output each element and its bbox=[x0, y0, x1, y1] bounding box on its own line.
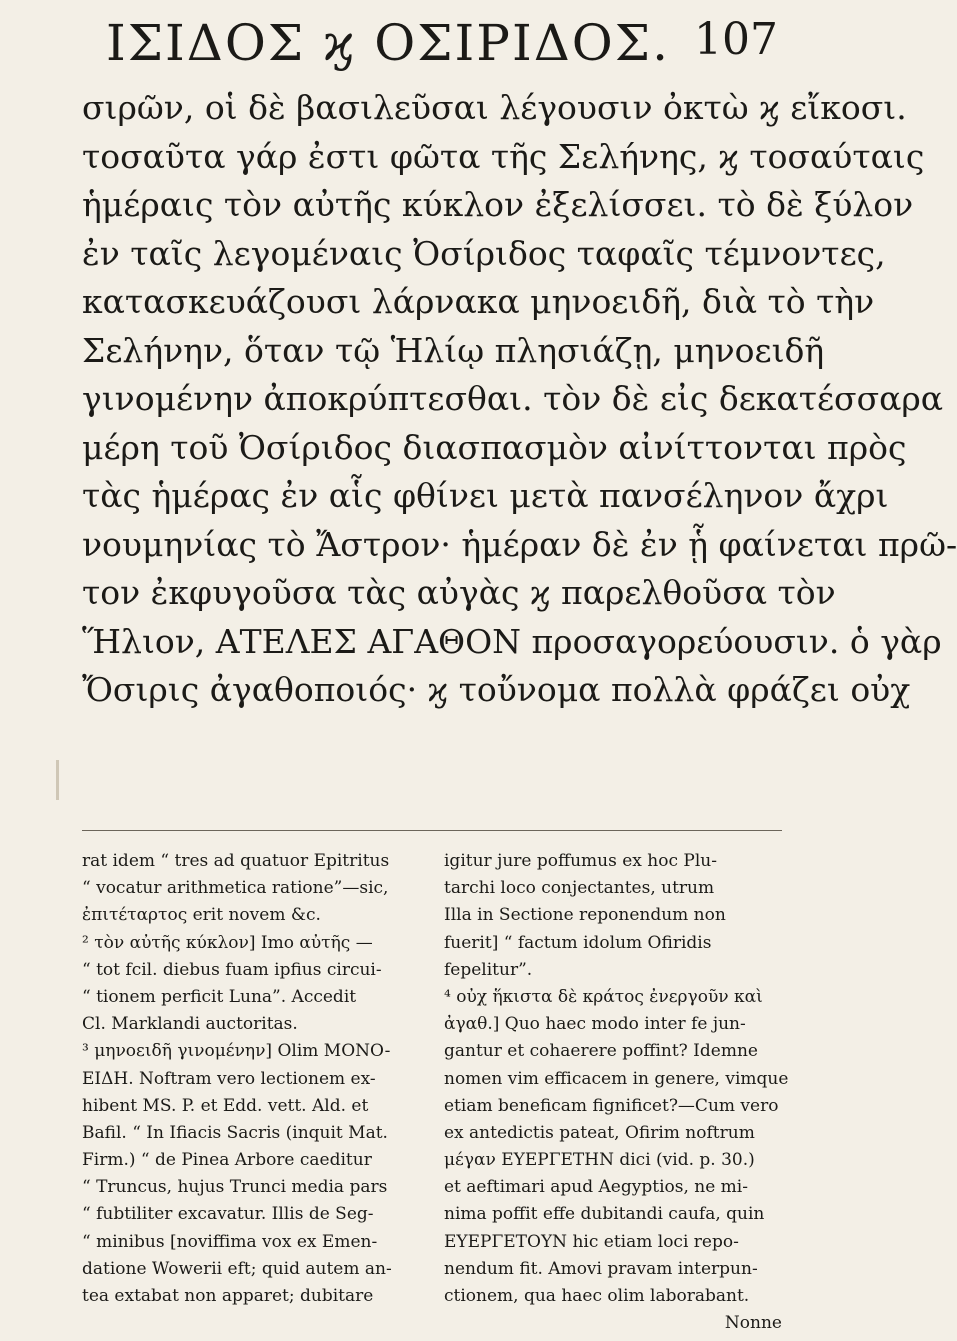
footnote-line: tarchi loco conjectantes, utrum bbox=[444, 878, 715, 899]
footnote-line: ἐπιτέταρτος erit novem &c. bbox=[82, 905, 321, 926]
footnote-line: igitur jure poffumus ex hoc Plu- bbox=[444, 851, 717, 871]
footnote-line: Illa in Sectione reponendum non bbox=[444, 905, 726, 926]
footnote-line: Firm.) “ de Pinea Arbore caeditur bbox=[82, 1150, 372, 1171]
greek-line: κατασκευάζουσι λάρνακα μηνοειδῆ, διὰ τὸ τὴν bbox=[82, 282, 875, 321]
footnote-line: “ minibus [noviffima vox ex Emen- bbox=[82, 1231, 378, 1252]
margin-mark bbox=[56, 760, 59, 800]
footnote-line: “ tionem perficit Luna”. Accedit bbox=[82, 986, 357, 1007]
greek-line: Ὄσιρις ἀγαθοποιός· ϗ τοὔνομα πολλὰ φράζει οὐχ bbox=[82, 670, 911, 709]
footnote-line: ex antedictis pateat, Ofirim noftrum bbox=[444, 1122, 755, 1143]
footnote-line: tea extabat non apparet; dubitare bbox=[82, 1286, 374, 1306]
footnote-line: datione Wowerii eft; quid autem an- bbox=[82, 1258, 392, 1279]
greek-line: Σελήνην, ὅταν τῷ Ἡλίῳ πλησιάζῃ, μηνοειδῆ bbox=[82, 330, 825, 370]
greek-line: τὰς ἡμέρας ἐν αἷς φθίνει μετὰ πανσέληνον ἄχρι bbox=[82, 476, 889, 515]
footnotes-right-column bbox=[444, 848, 789, 1337]
greek-line: ἐν ταῖς λεγομέναις Ὀσίριδος ταφαῖς τέμνοντες, bbox=[82, 233, 886, 273]
footnote-line: ἀγαθ.] Quo haec modo inter fe jun- bbox=[444, 1014, 746, 1035]
footnotes bbox=[82, 848, 789, 1337]
footnote-line: ΕΙΔΗ. Noftram vero lectionem ex- bbox=[82, 1068, 376, 1089]
running-head bbox=[0, 8, 800, 72]
footnote-line: ctionem, qua haec olim laborabant. bbox=[444, 1286, 750, 1306]
greek-line: γινομένην ἀποκρύπτεσθαι. τὸν δὲ εἰς δεκατέσσαρα bbox=[82, 379, 944, 418]
greek-line: τοσαῦτα γάρ ἐστι φῶτα τῆς Σελήνης, ϗ τοσαύταις bbox=[82, 136, 925, 176]
footnote-line: et aeftimari apud Aegyptios, ne mi- bbox=[444, 1177, 748, 1198]
footnote-line: ² τὸν αὐτῆς κύκλον] Imo αὐτῆς — bbox=[82, 932, 373, 953]
greek-line: σιρῶν, οἱ δὲ βασιλεῦσαι λέγουσιν ὀκτὼ ϗ εἴκοσι. bbox=[82, 88, 907, 127]
greek-main-text bbox=[82, 84, 957, 715]
footnote-line: rat idem “ tres ad quatuor Epitritus bbox=[82, 851, 390, 871]
greek-line: τον ἐκφυγοῦσα τὰς αὐγὰς ϗ παρελθοῦσα τὸν bbox=[82, 573, 836, 612]
footnote-line: hibent MS. P. et Edd. vett. Ald. et bbox=[82, 1095, 369, 1116]
footnote-line: gantur et cohaerere poffint? Idemne bbox=[444, 1041, 758, 1062]
footnote-line: “ vocatur arithmetica ratione”—sic, bbox=[82, 878, 389, 899]
footnote-line: fepelitur”. bbox=[444, 959, 533, 980]
footnote-line: “ Truncus, hujus Trunci media pars bbox=[82, 1177, 388, 1198]
footnote-line: ³ μηνοειδῆ γινομένην] Olim MONO- bbox=[82, 1041, 391, 1062]
greek-line: ἡμέραις τὸν αὐτῆς κύκλον ἐξελίσσει. τὸ δὲ ξύλον bbox=[82, 185, 914, 224]
footnote-line: Bafil. “ In Ifiacis Sacris (inquit Mat. bbox=[82, 1122, 388, 1143]
footnotes-left-column bbox=[82, 848, 420, 1337]
footnote-line: etiam beneficam fignificet?—Cum vero bbox=[444, 1095, 779, 1116]
footnote-line: nima poffit effe dubitandi caufa, quin bbox=[444, 1204, 765, 1225]
footnote-line: ⁴ οὐχ ἥκιστα δὲ κράτος ἐνεργοῦν καὶ bbox=[444, 986, 763, 1007]
page-number: 107 bbox=[694, 14, 778, 65]
footnote-line: nomen vim efficacem in genere, vimque bbox=[444, 1068, 789, 1089]
running-title: ΙΣΙΔΟΣ ϗ ΟΣΙΡΙΔΟΣ. bbox=[105, 14, 671, 72]
greek-line: Ἥλιον, ΑΤΕΛΕΣ ΑΓΑΘΟΝ προσαγορεύουσιν. ὁ γὰρ bbox=[82, 621, 942, 661]
greek-line: μέρη τοῦ Ὀσίριδος διασπασμὸν αἰνίττονται πρὸς bbox=[82, 427, 907, 467]
footnote-line: nendum fit. Amovi pravam interpun- bbox=[444, 1258, 758, 1279]
footnote-line: “ tot fcil. diebus fuam ipfius circui- bbox=[82, 959, 382, 980]
footnote-line: fuerit] “ factum idolum Ofiridis bbox=[444, 932, 712, 953]
footnote-rule bbox=[82, 830, 782, 831]
greek-line: νουμηνίας τὸ Ἄστρον· ἡμέραν δὲ ἐν ᾗ φαίνεται πρῶ- bbox=[82, 524, 957, 564]
footnote-line: μέγαν ΕΥΕΡΓΕΤΗΝ dici (vid. p. 30.) bbox=[444, 1150, 755, 1171]
footnote-line: “ fubtiliter excavatur. Illis de Seg- bbox=[82, 1204, 374, 1225]
footnote-line: ΕΥΕΡΓΕΤΟΥΝ hic etiam loci repo- bbox=[444, 1231, 739, 1252]
catchword: Nonne bbox=[724, 1313, 782, 1334]
footnote-line: Cl. Marklandi auctoritas. bbox=[82, 1014, 298, 1035]
